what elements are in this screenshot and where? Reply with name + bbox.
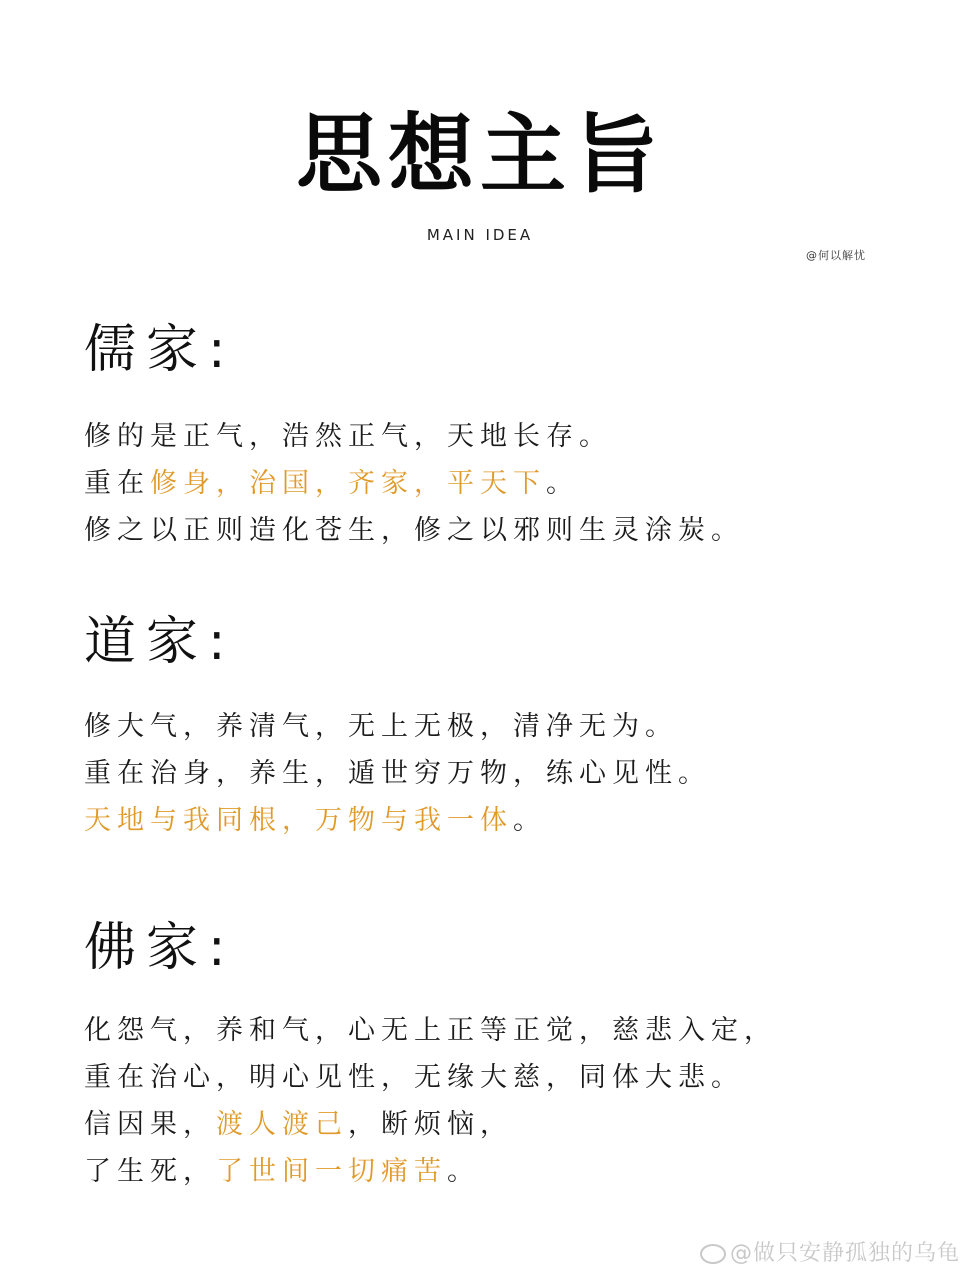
section-heading-taoism: 道家:: [84, 612, 236, 672]
text-line: [84, 460, 904, 507]
body-text: 了生死，: [84, 1156, 216, 1187]
section-heading-buddhism: 佛家:: [84, 918, 236, 978]
weibo-logo-icon: [700, 1244, 726, 1264]
page-subtitle: MAIN IDEA: [426, 226, 534, 244]
highlighted-text: 了世间一切痛苦: [216, 1156, 447, 1187]
body-text: 。: [447, 1156, 480, 1187]
highlighted-text: 修身，治国，齐家，平天下: [150, 468, 546, 499]
page-title: 思想主旨: [296, 105, 664, 205]
highlighted-text: 渡人渡己: [216, 1109, 348, 1140]
text-line: [84, 413, 904, 460]
body-text: 重在: [84, 468, 150, 499]
text-line: [84, 1007, 904, 1054]
watermark: [700, 1236, 960, 1267]
section-heading-confucianism: 儒家:: [84, 320, 236, 380]
body-text: 化怨气，养和气，心无上正等正觉，慈悲入定，: [84, 1015, 777, 1046]
body-text: 。: [546, 468, 579, 499]
author-credit: @何以解忧: [806, 249, 866, 262]
body-text: 重在治身，养生，遁世穷万物，练心见性。: [84, 758, 711, 789]
body-text: 重在治心，明心见性，无缘大慈，同体大悲。: [84, 1062, 744, 1093]
body-text: 修之以正则造化苍生，修之以邪则生灵涂炭。: [84, 515, 744, 546]
body-text: 修大气，养清气，无上无极，清净无为。: [84, 711, 678, 742]
body-text: 信因果，: [84, 1109, 216, 1140]
text-line: [84, 703, 904, 750]
body-text: 修的是正气，浩然正气，天地长存。: [84, 421, 612, 452]
text-line: [84, 797, 904, 844]
text-line: [84, 1054, 904, 1101]
text-line: [84, 507, 904, 554]
section-body-taoism: [84, 703, 904, 844]
section-body-buddhism: [84, 1007, 904, 1195]
section-body-confucianism: [84, 413, 904, 554]
text-line: [84, 750, 904, 797]
text-line: [84, 1148, 904, 1195]
text-line: [84, 1101, 904, 1148]
body-text: ，断烦恼，: [348, 1109, 513, 1140]
body-text: 。: [513, 805, 546, 836]
highlighted-text: 天地与我同根，万物与我一体: [84, 805, 513, 836]
watermark-text: @做只安静孤独的乌龟: [730, 1241, 960, 1266]
